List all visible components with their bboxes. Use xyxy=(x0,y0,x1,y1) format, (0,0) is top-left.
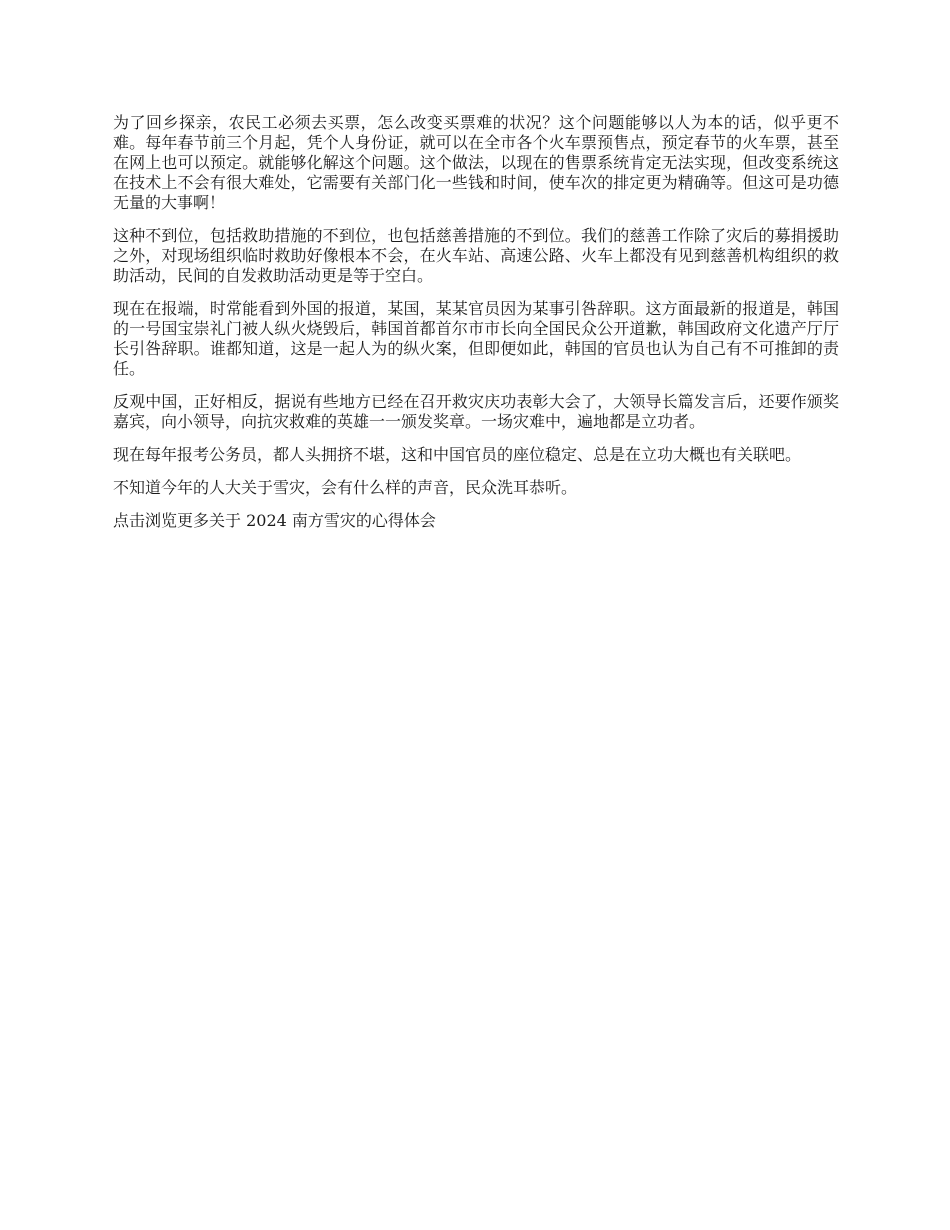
paragraph-1: 为了回乡探亲，农民工必须去买票，怎么改变买票难的状况？这个问题能够以人为本的话，似乎更不难。每年春节前三个月起，凭个人身份证，就可以在全市各个火车票预售点，预定春节的火车票，甚至在网上也可以预定。就能够化解这个问题。这个做法，以现在的售票系统肯定无法实现，但改变系统这在技术上不会有很大难处，它需要有关部门化一些钱和时间，使车次的排定更为精确等。但这可是功德无量的大事啊！ xyxy=(113,113,839,212)
document-page xyxy=(113,113,839,544)
paragraph-2: 这种不到位，包括救助措施的不到位，也包括慈善措施的不到位。我们的慈善工作除了灾后的募捐援助之外，对现场组织临时救助好像根本不会，在火车站、高速公路、火车上都没有见到慈善机构组织的救助活动，民间的自发救助活动更是等于空白。 xyxy=(113,226,839,285)
paragraph-4: 反观中国，正好相反，据说有些地方已经在召开救灾庆功表彰大会了，大领导长篇发言后，还要作颁奖嘉宾，向小领导，向抗灾救难的英雄一一颁发奖章。一场灾难中，遍地都是立功者。 xyxy=(113,392,839,431)
paragraph-6: 不知道今年的人大关于雪灾，会有什么样的声音，民众洗耳恭听。 xyxy=(113,478,578,497)
more-articles-link[interactable]: 点击浏览更多关于 2024 南方雪灾的心得体会 xyxy=(113,511,436,530)
paragraph-3: 现在在报端，时常能看到外国的报道，某国，某某官员因为某事引咎辞职。这方面最新的报道是，韩国的一号国宝崇礼门被人纵火烧毁后，韩国首都首尔市市长向全国民众公开道歉，韩国政府文化遗产厅厅长引咎辞职。谁都知道，这是一起人为的纵火案，但即便如此，韩国的官员也认为自己有不可推卸的责任。 xyxy=(113,299,839,378)
more-link-paragraph xyxy=(113,511,839,531)
paragraph-5: 现在每年报考公务员，都人头拥挤不堪，这和中国官员的座位稳定、总是在立功大概也有关联吧。 xyxy=(113,445,802,464)
